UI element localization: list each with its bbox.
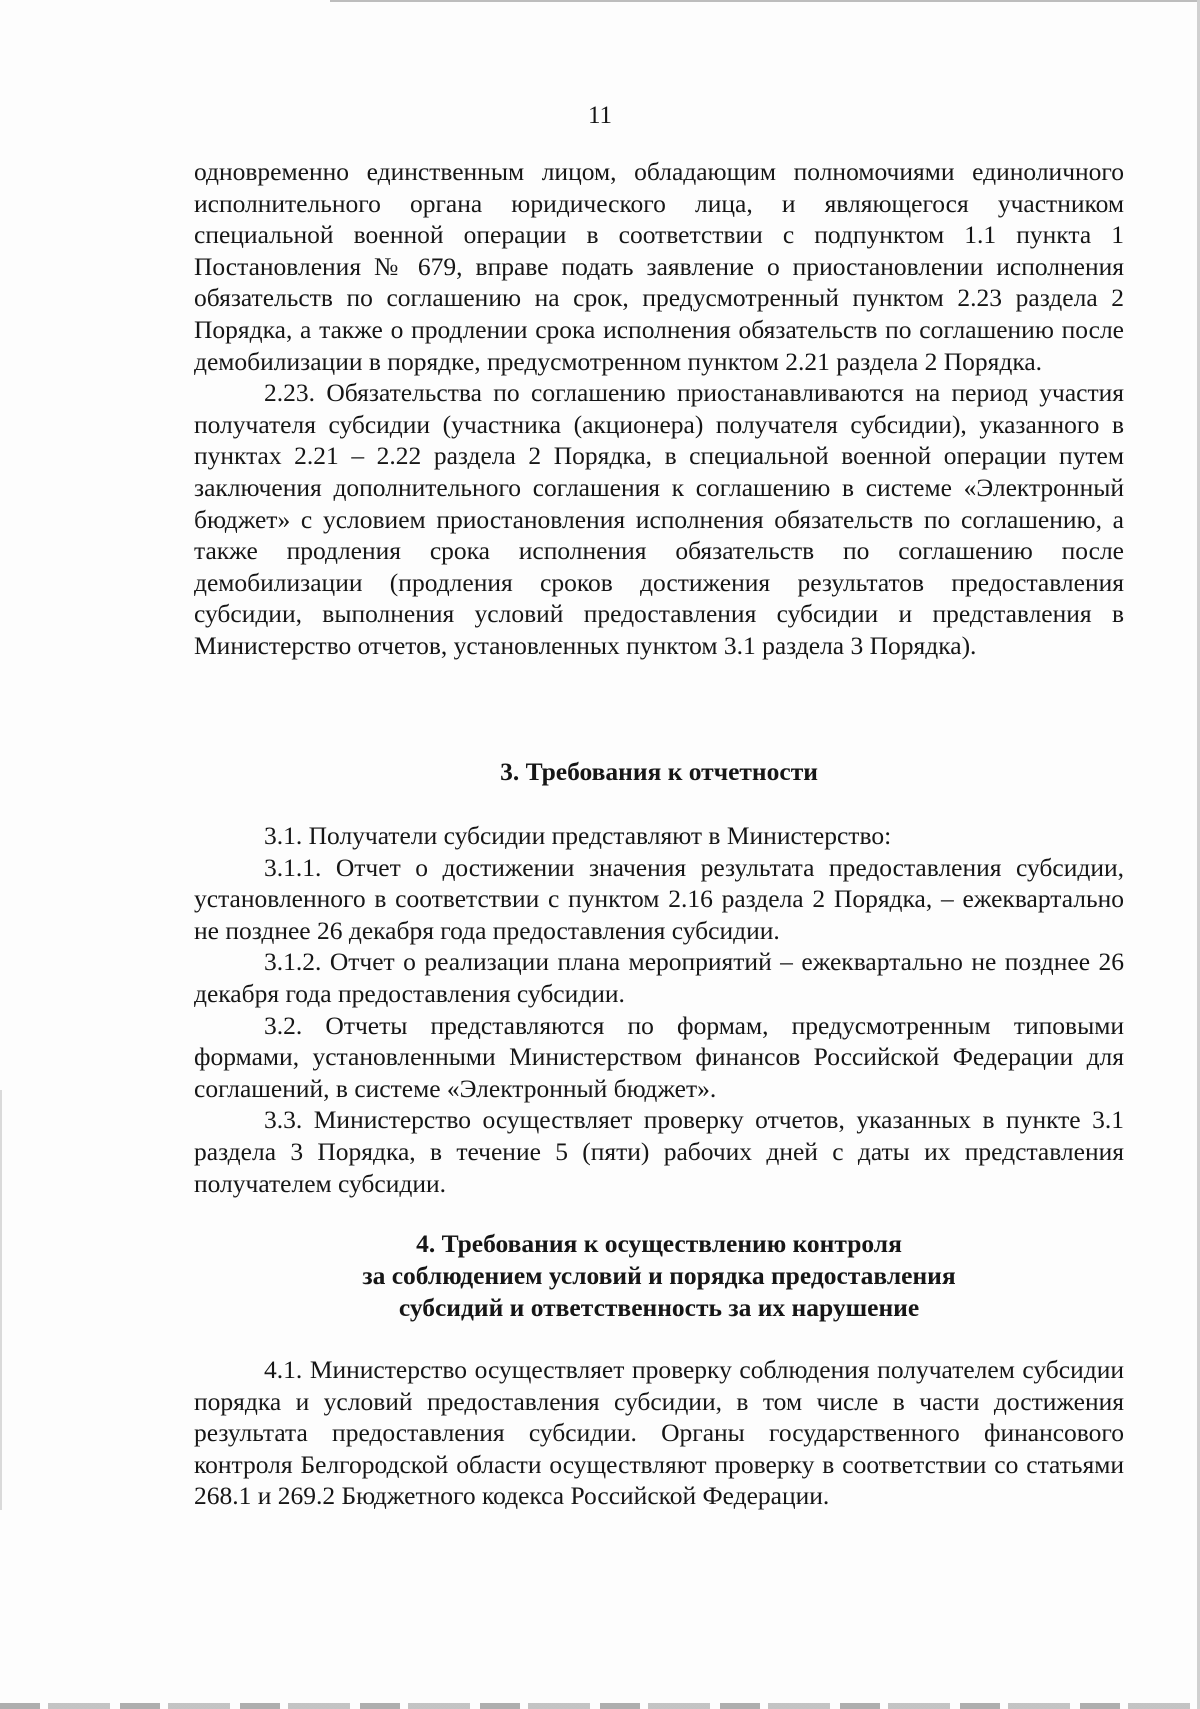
section-3-body bbox=[194, 820, 1124, 1199]
paragraph-continuation: одновременно единственным лицом, обладающим полномочиями единоличного исполнительного органа юридического лица, и являющегося участником специальной военной операции в соответствии с подпунктом 1.1 пункта 1 Постановления № 679, вправе подать заявление о приостановлении исполнения обязательств по соглашению на срок, предусмотренный пунктом 2.23 раздела 2 Порядка, а также о продлении срока исполнения обязательств по соглашению после демобилизации в порядке, предусмотренном пунктом 2.21 раздела 2 Порядка. bbox=[194, 157, 1124, 376]
paragraph-3-2: 3.2. Отчеты представляются по формам, предусмотренным типовыми формами, установленными Министерством финансов Российской Федерации для соглашений, в системе «Электронный бюджет». bbox=[194, 1010, 1124, 1103]
scan-edge-bottom bbox=[0, 1703, 1200, 1709]
paragraph-3-1: 3.1. Получатели субсидии представляют в Министерство: bbox=[264, 821, 892, 850]
paragraph-2-23: 2.23. Обязательства по соглашению приостанавливаются на период участия получателя субсидии (участника (акционера) получателя субсидии), указанного в пунктах 2.21 – 2.22 раздела 2 Порядка, в специальной военной операции путем заключения дополнительного соглашения к соглашению в системе «Электронный бюджет» с условием приостановления исполнения обязательств по соглашению, а также продления срока исполнения обязательств по соглашению после демобилизации (продления сроков достижения результатов предоставления субсидии, выполнения условий предоставления субсидии и представления в Министерство отчетов, установленных пунктом 3.1 раздела 3 Порядка). bbox=[194, 378, 1124, 660]
section-3-heading-block bbox=[194, 756, 1124, 788]
section-3-heading: 3. Требования к отчетности bbox=[500, 757, 818, 786]
page-number: 11 bbox=[587, 102, 613, 129]
paragraph-3-3: 3.3. Министерство осуществляет проверку отчетов, указанных в пункте 3.1 раздела 3 Порядка, в течение 5 (пяти) рабочих дней с даты их представления получателем субсидии. bbox=[194, 1105, 1124, 1198]
section-4-heading: 4. Требования к осуществлению контроля за соблюдением условий и порядка предоставления субсидий и ответственность за их нарушение bbox=[362, 1229, 956, 1322]
paragraph-3-1-1: 3.1.1. Отчет о достижении значения результата предоставления субсидии, установленного в соответствии с пунктом 2.16 раздела 2 Порядка, – ежеквартально не позднее 26 декабря года предоставления субсидии. bbox=[194, 852, 1124, 945]
scan-edge-left bbox=[0, 1090, 2, 1510]
paragraph-4-1: 4.1. Министерство осуществляет проверку соблюдения получателем субсидии порядка и условий предоставления субсидии, в том числе в части достижения результата предоставления субсидии. Органы государственного финансового контроля Белгородской области осуществляют проверку в соответствии со статьями 268.1 и 269.2 Бюджетного кодекса Российской Федерации. bbox=[194, 1355, 1124, 1511]
section-4-heading-block bbox=[194, 1228, 1124, 1324]
paragraph-3-1-2: 3.1.2. Отчет о реализации плана мероприятий – ежеквартально не позднее 26 декабря года предоставления субсидии. bbox=[194, 947, 1124, 1008]
scan-edge-top bbox=[330, 0, 1200, 2]
section-4-body bbox=[194, 1354, 1124, 1512]
text-block-top bbox=[194, 156, 1124, 662]
